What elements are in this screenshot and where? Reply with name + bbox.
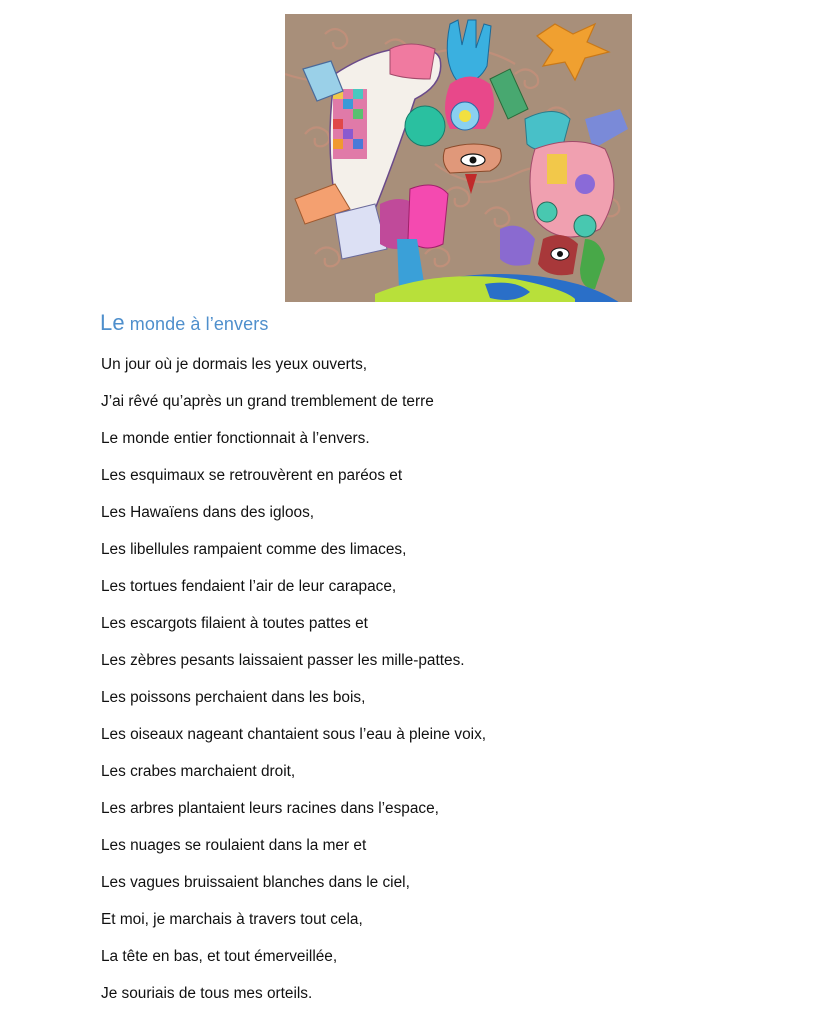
poem-body bbox=[101, 354, 486, 1020]
poem-line: Les escargots filaient à toutes pattes et bbox=[101, 615, 368, 632]
poem-line: Et moi, je marchais à travers tout cela, bbox=[101, 911, 363, 928]
poem-title-first-word: Le bbox=[100, 310, 125, 335]
poem-line: Les nuages se roulaient dans la mer et bbox=[101, 837, 367, 854]
poem-line: Les oiseaux nageant chantaient sous l’eau à pleine voix, bbox=[101, 726, 487, 743]
poem-line: Les arbres plantaient leurs racines dans l’espace, bbox=[101, 800, 439, 817]
poem-line: Les esquimaux se retrouvèrent en paréos et bbox=[101, 467, 403, 484]
poem-title-rest: monde à l’envers bbox=[124, 314, 269, 334]
poem-line: J’ai rêvé qu’après un grand tremblement de terre bbox=[101, 393, 434, 410]
poem-line: Les libellules rampaient comme des limaces, bbox=[101, 541, 407, 558]
poem-line: Un jour où je dormais les yeux ouverts, bbox=[101, 356, 368, 373]
poem-line: Les crabes marchaient droit, bbox=[101, 763, 296, 780]
poem-line: Les vagues bruissaient blanches dans le ciel, bbox=[101, 874, 410, 891]
poem-title bbox=[100, 310, 268, 336]
poem-line: Les Hawaïens dans des igloos, bbox=[101, 504, 315, 521]
poem-illustration bbox=[285, 14, 632, 302]
poem-line: Les tortues fendaient l’air de leur carapace, bbox=[101, 578, 397, 595]
poem-line: Le monde entier fonctionnait à l’envers. bbox=[101, 430, 370, 447]
poem-line: Les poissons perchaient dans les bois, bbox=[101, 689, 366, 706]
poem-line: La tête en bas, et tout émerveillée, bbox=[101, 948, 338, 965]
poem-line: Les zèbres pesants laissaient passer les mille-pattes. bbox=[101, 652, 465, 669]
painting-image bbox=[285, 14, 632, 302]
poem-line: Je souriais de tous mes orteils. bbox=[101, 985, 313, 1002]
